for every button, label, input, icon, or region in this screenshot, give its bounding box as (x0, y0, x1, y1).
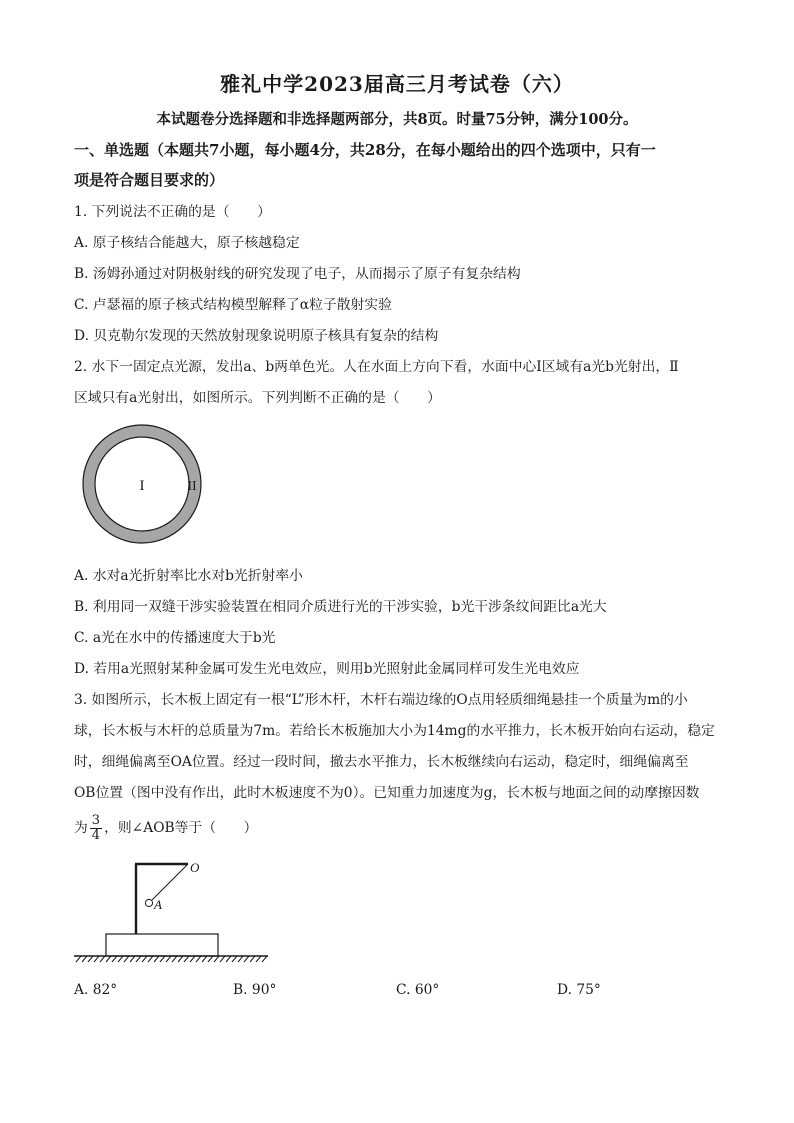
q2-option-d: D. 若用a光照射某种金属可发生光电效应，则用b光照射此金属同样可发生光电效应 (74, 661, 580, 677)
hatch-mark (76, 956, 81, 962)
hatch-mark (124, 956, 129, 962)
q3-stem-line4: OB位置（图中没有作出，此时木板速度不为0）。已知重力加速度为g，长木板与地面之间的动摩擦因数 (74, 785, 700, 801)
q1-option-c: C. 卢瑟福的原子核式结构模型解释了α粒子散射实验 (74, 297, 392, 313)
q2-option-b: B. 利用同一双缝干涉实验装置在相同介质进行光的干涉实验，b光干涉条纹间距比a光大 (74, 599, 607, 615)
q1-option-d: D. 贝克勒尔发现的天然放射现象说明原子核具有复杂的结构 (74, 328, 439, 344)
exam-instructions: 本试题卷分选择题和非选择题两部分，共8页。时量75分钟，满分100分。 (156, 111, 638, 128)
fraction-numerator: 3 (91, 813, 101, 828)
hatch-mark (142, 956, 147, 962)
hatch-mark (88, 956, 93, 962)
q3-line5-suffix: ，则∠AOB等于（ ） (104, 820, 258, 836)
hatch-mark (130, 956, 135, 962)
friction-fraction (90, 814, 102, 843)
q1-option-b: B. 汤姆孙通过对阴极射线的研究发现了电子，从而揭示了原子有复杂结构 (74, 266, 521, 282)
hatch-mark (154, 956, 159, 962)
q2-stem-line2: 区域只有a光射出，如图所示。下列判断不正确的是（ ） (74, 390, 441, 406)
hatch-mark (184, 956, 189, 962)
hatch-mark (196, 956, 201, 962)
q3-line5-prefix: 为 (74, 820, 88, 836)
hatch-mark (256, 956, 261, 962)
fraction-denominator: 4 (91, 828, 101, 843)
hatch-mark (160, 956, 165, 962)
hatch-mark (226, 956, 231, 962)
q3-stem-line2: 球，长木板与木杆的总质量为7m。若给长木板施加大小为14mg的水平推力，长木板开始向右运动，稳定 (74, 723, 715, 739)
hatch-mark (244, 956, 249, 962)
hatch-mark (214, 956, 219, 962)
hatch-mark (112, 956, 117, 962)
q3-option-c: C. 60° (396, 982, 440, 998)
q2-stem-line1: 2. 水下一固定点光源，发出a、b两单色光。人在水面上方向下看，水面中心Ⅰ区域有a光b光射出，Ⅱ (74, 359, 679, 375)
page-title: 雅礼中学2023届高三月考试卷（六） (220, 72, 574, 96)
point-label-o: O (190, 860, 200, 875)
hatch-mark (232, 956, 237, 962)
q1-stem: 1. 下列说法不正确的是（ ） (74, 204, 271, 220)
q3-option-a: A. 82° (74, 982, 118, 998)
hatch-mark (178, 956, 183, 962)
point-label-a: A (154, 897, 162, 912)
string-oa (152, 865, 187, 900)
hatch-mark (100, 956, 105, 962)
hatch-mark (118, 956, 123, 962)
q2-option-a: A. 水对a光折射率比水对b光折射率小 (74, 568, 303, 584)
hatch-mark (106, 956, 111, 962)
hatch-mark (262, 956, 267, 962)
hatch-mark (190, 956, 195, 962)
q3-board-figure (72, 856, 272, 968)
hatch-mark (202, 956, 207, 962)
hatch-mark (166, 956, 171, 962)
q3-stem-line5 (74, 814, 724, 843)
ball (145, 899, 152, 906)
section-heading-line2: 项是符合题目要求的） (74, 171, 225, 189)
hatch-mark (208, 956, 213, 962)
q1-option-a: A. 原子核结合能越大，原子核越稳定 (74, 235, 300, 251)
region-label-inner: I (139, 478, 145, 494)
q3-stem-line1: 3. 如图所示，长木板上固定有一根“L”形木杆，木杆右端边缘的O点用轻质细绳悬挂一个质量为m的小 (74, 692, 688, 708)
hatch-mark (136, 956, 141, 962)
q3-option-b: B. 90° (233, 982, 277, 998)
hatch-mark (250, 956, 255, 962)
hatch-mark (238, 956, 243, 962)
hatch-mark (94, 956, 99, 962)
long-board (106, 934, 218, 956)
q2-ring-figure (76, 422, 208, 546)
hatch-mark (82, 956, 87, 962)
region-label-outer: II (187, 479, 197, 494)
ground-hatching (76, 956, 267, 962)
q3-stem-line3: 时，细绳偏离至OA位置。经过一段时间，撤去水平推力，长木板继续向右运动，稳定时，细绳偏离至 (74, 754, 689, 770)
hatch-mark (220, 956, 225, 962)
hatch-mark (148, 956, 153, 962)
hatch-mark (172, 956, 177, 962)
section-heading-line1: 一、单选题（本题共7小题，每小题4分，共28分，在每小题给出的四个选项中，只有一 (74, 141, 656, 159)
q3-option-d: D. 75° (557, 982, 601, 998)
q2-option-c: C. a光在水中的传播速度大于b光 (74, 630, 276, 646)
